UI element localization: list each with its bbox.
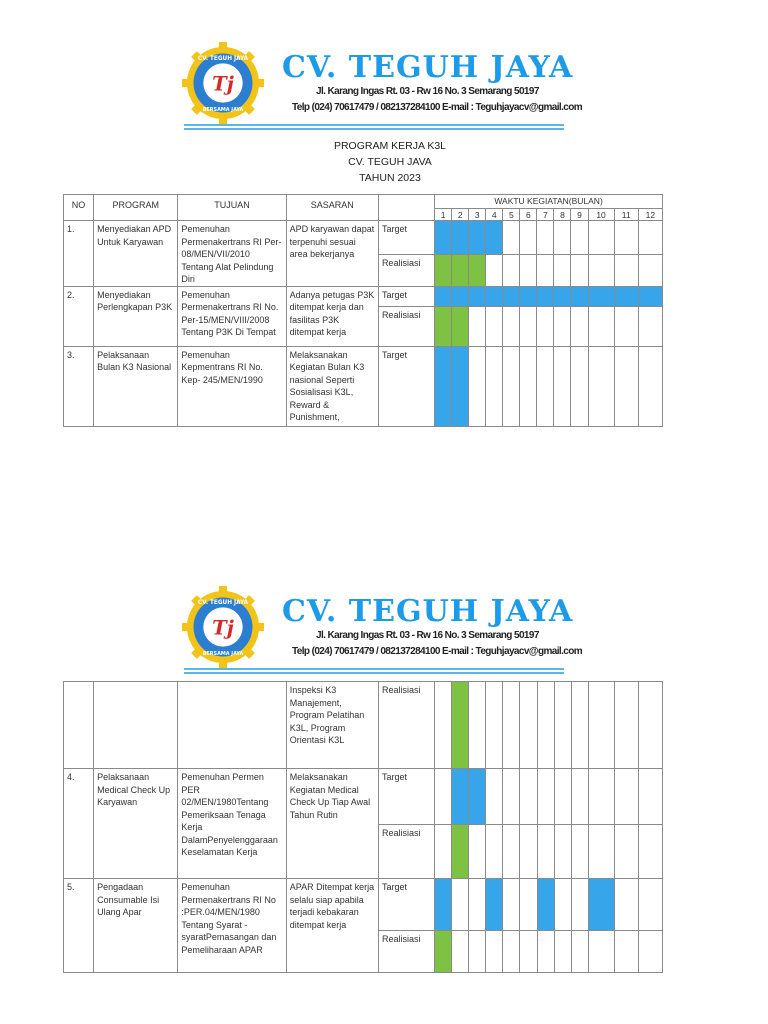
schedule-cell-empty [435, 825, 452, 879]
letterhead-rule [184, 128, 564, 130]
schedule-cell-empty [588, 346, 614, 426]
company-name: CV. TEGUH JAYA [282, 50, 574, 85]
month-header: 1 [435, 209, 452, 221]
schedule-cell-blue [486, 221, 503, 255]
schedule-cell-blue [469, 286, 486, 306]
cell-tujuan: Pemenuhan Kepmentrans RI No. Kep- 245/MEN/1990 [178, 346, 286, 426]
header-program: PROGRAM [94, 195, 178, 221]
company-logo [182, 586, 264, 668]
cell-schedule-label: Target [378, 221, 434, 255]
schedule-cell-empty [435, 682, 452, 769]
schedule-cell-blue [435, 879, 452, 931]
cell-no: 4. [64, 769, 94, 879]
schedule-cell-blue [435, 286, 452, 306]
schedule-cell-empty [503, 254, 520, 286]
schedule-cell-empty [638, 306, 662, 346]
cell-sasaran: APD karyawan dapat terpenuhi sesuai area bekerjanya [286, 221, 378, 287]
schedule-cell-empty [520, 879, 537, 931]
schedule-cell-empty [614, 346, 638, 426]
schedule-cell-empty [614, 682, 638, 769]
table-row [64, 682, 663, 769]
month-header: 9 [571, 209, 588, 221]
schedule-cell-empty [486, 769, 503, 825]
company-logo [182, 42, 264, 124]
month-header: 2 [452, 209, 469, 221]
cell-schedule-label: Realisiasi [378, 254, 434, 286]
schedule-cell-empty [469, 879, 486, 931]
cell-sasaran: Adanya petugas P3K ditempat kerja dan fasilitas P3K ditempat kerja [286, 286, 378, 346]
schedule-cell-empty [638, 931, 662, 973]
schedule-cell-empty [486, 306, 503, 346]
schedule-cell-empty [486, 254, 503, 286]
schedule-cell-blue [452, 769, 469, 825]
schedule-cell-empty [638, 825, 662, 879]
schedule-cell-empty [554, 879, 571, 931]
schedule-cell-green [452, 306, 469, 346]
schedule-cell-empty [554, 254, 571, 286]
letterhead-rule [184, 124, 564, 126]
cell-program [94, 682, 178, 769]
schedule-cell-empty [638, 221, 662, 255]
schedule-cell-empty [588, 254, 614, 286]
cell-schedule-label: Target [379, 769, 435, 825]
schedule-cell-empty [638, 346, 662, 426]
cell-no: 2. [64, 286, 94, 346]
schedule-cell-blue [588, 286, 614, 306]
company-contact: Telp (024) 70617479 / 082137284100 E-mail : Teguhjayacv@gmail.com [292, 102, 583, 113]
cell-schedule-label: Realisiasi [379, 931, 435, 973]
schedule-cell-empty [537, 769, 554, 825]
header-sasaran: SASARAN [286, 195, 378, 221]
schedule-cell-empty [520, 931, 537, 973]
schedule-cell-empty [614, 254, 638, 286]
company-address: Jl. Karang Ingas Rt. 03 - Rw 16 No. 3 Semarang 50197 [316, 86, 539, 97]
schedule-cell-empty [554, 221, 571, 255]
schedule-cell-empty [614, 306, 638, 346]
header-tujuan: TUJUAN [178, 195, 286, 221]
schedule-cell-blue [452, 221, 469, 255]
schedule-cell-green [435, 254, 452, 286]
table-row [64, 346, 663, 426]
schedule-cell-blue [452, 346, 469, 426]
schedule-cell-empty [469, 682, 486, 769]
cell-program: Pelaksanaan Bulan K3 Nasional [94, 346, 178, 426]
schedule-cell-blue [469, 769, 486, 825]
schedule-cell-blue [537, 286, 554, 306]
schedule-cell-green [435, 306, 452, 346]
schedule-cell-empty [469, 931, 486, 973]
cell-program: Pengadaan Consumable Isi Ulang Apar [94, 879, 178, 973]
schedule-cell-empty [571, 306, 588, 346]
schedule-cell-green [452, 254, 469, 286]
schedule-cell-empty [554, 346, 571, 426]
month-header: 11 [614, 209, 638, 221]
document-title: PROGRAM KERJA K3L [333, 140, 447, 152]
schedule-cell-empty [520, 825, 537, 879]
company-name: CV. TEGUH JAYA [282, 594, 574, 629]
table-row [64, 879, 663, 931]
schedule-cell-empty [486, 682, 503, 769]
schedule-cell-empty [503, 931, 520, 973]
month-header: 6 [520, 209, 537, 221]
cell-schedule-label: Realisiasi [379, 682, 435, 769]
schedule-cell-empty [638, 879, 662, 931]
schedule-cell-empty [503, 221, 520, 255]
cell-tujuan: Pemenuhan Permenakertrans RI Per-08/MEN/VII/2010 Tentang Alat Pelindung Diri [178, 221, 286, 287]
letterhead [0, 560, 768, 690]
schedule-cell-blue [614, 286, 638, 306]
schedule-cell-empty [520, 346, 537, 426]
schedule-cell-blue [571, 286, 588, 306]
schedule-cell-empty [503, 825, 520, 879]
table-row [64, 221, 663, 255]
month-header: 5 [503, 209, 520, 221]
logo-initials: Tj [212, 616, 234, 640]
schedule-cell-empty [571, 346, 588, 426]
program-table [63, 194, 663, 427]
schedule-cell-empty [503, 346, 520, 426]
schedule-cell-empty [503, 769, 520, 825]
cell-program: Menyediakan Perlengkapan P3K [94, 286, 178, 346]
schedule-cell-empty [503, 306, 520, 346]
month-header: 7 [537, 209, 554, 221]
cell-schedule-label: Realisiasi [378, 306, 434, 346]
logo-text-top: CV. TEGUH JAYA [197, 56, 249, 63]
month-header: 12 [638, 209, 662, 221]
document-page-2 [0, 560, 768, 1024]
schedule-cell-empty [469, 306, 486, 346]
cell-sasaran: Inspeksi K3 Manajement, Program Pelatihan K3L, Program Orientasi K3L [286, 682, 378, 769]
table-row [64, 286, 663, 306]
document-year: TAHUN 2023 [359, 172, 421, 184]
document-subtitle: CV. TEGUH JAVA [348, 156, 432, 168]
month-header: 4 [486, 209, 503, 221]
schedule-cell-blue [554, 286, 571, 306]
schedule-cell-empty [537, 221, 554, 255]
schedule-cell-empty [537, 346, 554, 426]
schedule-cell-blue [638, 286, 662, 306]
schedule-cell-empty [520, 306, 537, 346]
schedule-cell-empty [469, 346, 486, 426]
cell-schedule-label: Realisiasi [379, 825, 435, 879]
schedule-cell-empty [503, 879, 520, 931]
schedule-cell-empty [554, 825, 571, 879]
cell-no [64, 682, 94, 769]
schedule-cell-empty [520, 254, 537, 286]
schedule-cell-empty [452, 879, 469, 931]
schedule-cell-empty [537, 306, 554, 346]
letterhead-rule [184, 668, 564, 670]
schedule-cell-empty [571, 682, 588, 769]
schedule-cell-empty [520, 221, 537, 255]
header-no: NO [64, 195, 94, 221]
cell-program: Menyediakan APD Untuk Karyawan [94, 221, 178, 287]
company-address: Jl. Karang Ingas Rt. 03 - Rw 16 No. 3 Semarang 50197 [316, 630, 539, 641]
letterhead [0, 0, 768, 130]
schedule-cell-empty [554, 931, 571, 973]
month-header: 3 [469, 209, 486, 221]
schedule-cell-blue [435, 221, 452, 255]
schedule-cell-empty [614, 221, 638, 255]
schedule-cell-empty [571, 769, 588, 825]
schedule-cell-empty [614, 769, 638, 825]
schedule-cell-blue [503, 286, 520, 306]
schedule-cell-empty [638, 254, 662, 286]
schedule-cell-empty [537, 682, 554, 769]
logo-text-bottom: BERSAMA JAYA [202, 650, 244, 657]
cell-no: 5. [64, 879, 94, 973]
schedule-cell-empty [554, 769, 571, 825]
schedule-cell-empty [638, 682, 662, 769]
schedule-cell-empty [588, 931, 614, 973]
schedule-cell-empty [554, 682, 571, 769]
schedule-cell-empty [588, 306, 614, 346]
schedule-cell-empty [537, 825, 554, 879]
schedule-cell-green [435, 931, 452, 973]
letterhead-rule [184, 672, 564, 674]
schedule-cell-empty [503, 682, 520, 769]
schedule-cell-empty [614, 879, 638, 931]
schedule-cell-empty [571, 879, 588, 931]
logo-text-bottom: BERSAMA JAYA [202, 106, 244, 113]
schedule-cell-blue [588, 879, 614, 931]
cell-no: 3. [64, 346, 94, 426]
cell-tujuan: Pemenuhan Permen PER 02/MEN/1980Tentang Pemeriksaan Tenaga Kerja DalamPenyelenggaraan Keselamatan Kerja [178, 769, 286, 879]
schedule-cell-green [469, 254, 486, 286]
cell-tujuan: Pemenuhan Permenakertrans RI No. Per-15/MEN/VIII/2008 Tentang P3K Di Tempat [178, 286, 286, 346]
schedule-cell-green [452, 682, 469, 769]
month-header: 10 [588, 209, 614, 221]
schedule-cell-empty [486, 346, 503, 426]
schedule-cell-empty [469, 825, 486, 879]
schedule-cell-blue [435, 346, 452, 426]
cell-schedule-label: Target [379, 879, 435, 931]
schedule-cell-empty [486, 931, 503, 973]
cell-tujuan: Pemenuhan Permenakertrans RI No :PER.04/MEN/1980 Tentang Syarat - syaratPemasangan dan Pemeliharaan APAR [178, 879, 286, 973]
cell-schedule-label: Target [378, 286, 434, 306]
schedule-cell-blue [486, 879, 503, 931]
schedule-cell-empty [588, 825, 614, 879]
header-waktu: WAKTU KEGIATAN(BULAN) [435, 195, 663, 209]
cell-program: Pelaksanaan Medical Check Up Karyawan [94, 769, 178, 879]
header-blank [378, 195, 434, 221]
document-titles [230, 138, 550, 186]
schedule-cell-empty [638, 769, 662, 825]
schedule-cell-empty [571, 254, 588, 286]
schedule-cell-empty [554, 306, 571, 346]
cell-schedule-label: Target [378, 346, 434, 426]
company-contact: Telp (024) 70617479 / 082137284100 E-mail : Teguhjayacv@gmail.com [292, 646, 583, 657]
cell-tujuan [178, 682, 286, 769]
schedule-cell-blue [520, 286, 537, 306]
month-header: 8 [554, 209, 571, 221]
schedule-cell-blue [537, 879, 554, 931]
cell-sasaran: Melaksanakan Kegiatan Medical Check Up Tiap Awal Tahun Rutin [286, 769, 378, 879]
schedule-cell-empty [588, 221, 614, 255]
schedule-cell-green [452, 825, 469, 879]
cell-sasaran: Melaksanakan Kegiatan Bulan K3 nasional Seperti Sosialisasi K3L, Reward & Punishment, [286, 346, 378, 426]
schedule-cell-empty [571, 221, 588, 255]
schedule-cell-empty [537, 931, 554, 973]
schedule-cell-empty [537, 254, 554, 286]
schedule-cell-empty [588, 769, 614, 825]
schedule-cell-empty [614, 931, 638, 973]
table-row [64, 769, 663, 825]
schedule-cell-empty [571, 931, 588, 973]
schedule-cell-empty [614, 825, 638, 879]
schedule-cell-blue [486, 286, 503, 306]
schedule-cell-empty [588, 682, 614, 769]
schedule-cell-empty [520, 769, 537, 825]
schedule-cell-blue [452, 286, 469, 306]
schedule-cell-empty [452, 931, 469, 973]
schedule-cell-empty [486, 825, 503, 879]
schedule-cell-empty [435, 769, 452, 825]
logo-text-top: CV. TEGUH JAYA [197, 600, 249, 607]
schedule-cell-empty [520, 682, 537, 769]
schedule-cell-empty [571, 825, 588, 879]
cell-sasaran: APAR Ditempat kerja selalu siap apabila terjadi kebakaran ditempat kerja [286, 879, 378, 973]
program-table-continued [63, 681, 663, 973]
cell-no: 1. [64, 221, 94, 287]
logo-initials: Tj [212, 72, 234, 96]
schedule-cell-blue [469, 221, 486, 255]
